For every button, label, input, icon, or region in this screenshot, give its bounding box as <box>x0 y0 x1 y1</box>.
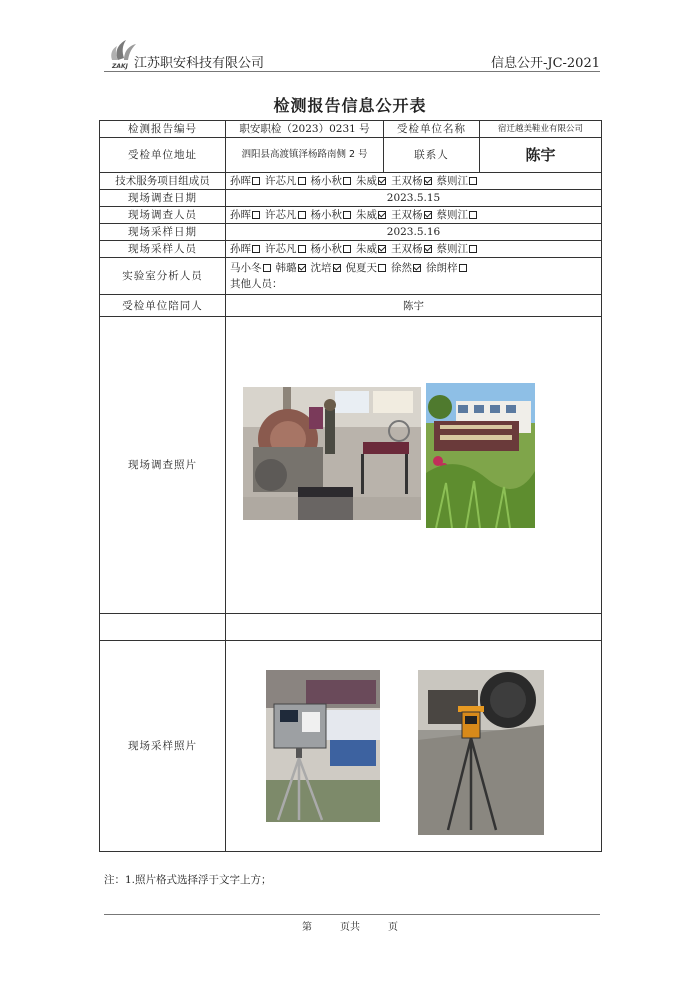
unchecked-checkbox-icon[interactable] <box>459 264 467 272</box>
row-team <box>100 173 602 190</box>
survey-photo-label: 现场调查照片 <box>100 317 226 614</box>
staff-name: 朱威 <box>356 209 377 221</box>
staff-name: 孙晖 <box>230 209 251 221</box>
page-title: 检测报告信息公开表 <box>273 96 427 115</box>
staff-name: 王双杨 <box>391 243 423 255</box>
row-address <box>100 138 602 173</box>
staff-member <box>265 209 309 221</box>
staff-member <box>265 243 309 255</box>
row-sample-date <box>100 224 602 241</box>
checked-checkbox-icon[interactable] <box>413 264 421 272</box>
unchecked-checkbox-icon[interactable] <box>469 245 477 253</box>
report-info-table <box>99 120 602 852</box>
sample-staff-members <box>226 241 602 258</box>
staff-name: 蔡则江 <box>436 243 468 255</box>
footer-divider <box>104 914 600 915</box>
staff-member <box>276 262 309 274</box>
document-code: 信息公开-JC-2021 <box>490 56 600 71</box>
row-escort <box>100 295 602 317</box>
lab-staff-members <box>230 260 597 276</box>
sample-photo-label: 现场采样照片 <box>100 641 226 852</box>
staff-name: 蔡则江 <box>436 209 468 221</box>
row-empty-spacer <box>100 614 602 641</box>
survey-photo-exterior <box>426 383 535 528</box>
unchecked-checkbox-icon[interactable] <box>298 245 306 253</box>
survey-date-value: 2023.5.15 <box>226 190 602 207</box>
staff-name: 朱威 <box>356 175 377 187</box>
staff-name: 孙晖 <box>230 175 251 187</box>
page-number <box>0 918 700 933</box>
staff-name: 朱威 <box>356 243 377 255</box>
staff-name: 沈培 <box>310 262 332 274</box>
staff-member <box>265 175 309 187</box>
staff-name: 韩璐 <box>275 262 297 274</box>
empty-value-cell <box>226 614 602 641</box>
staff-member <box>391 175 435 187</box>
sample-photo-machine <box>418 670 544 835</box>
staff-name: 杨小秋 <box>310 209 342 221</box>
lab-staff-cell <box>226 258 602 295</box>
staff-member <box>346 262 390 274</box>
footnote: 注：1.照片格式选择浮于文字上方； <box>104 874 272 886</box>
row-survey-date <box>100 190 602 207</box>
checked-checkbox-icon[interactable] <box>424 211 432 219</box>
sample-date-label: 现场采样日期 <box>100 224 226 241</box>
team-members <box>226 173 602 190</box>
address-label: 受检单位地址 <box>100 138 226 173</box>
staff-name: 杨小秋 <box>310 175 342 187</box>
checked-checkbox-icon[interactable] <box>333 264 341 272</box>
staff-member <box>311 243 355 255</box>
row-sample-staff <box>100 241 602 258</box>
staff-name: 许芯凡 <box>265 243 297 255</box>
escort-label: 受检单位陪同人 <box>100 295 226 317</box>
staff-member <box>311 175 355 187</box>
row-sample-photos <box>100 641 602 852</box>
company-name: 江苏职安科技有限公司 <box>134 56 265 71</box>
unchecked-checkbox-icon[interactable] <box>252 211 260 219</box>
sample-photo-cell <box>226 641 602 852</box>
unchecked-checkbox-icon[interactable] <box>298 211 306 219</box>
svg-text:ZAKJ: ZAKJ <box>112 63 128 70</box>
lab-other-staff: 其他人员： <box>230 278 283 290</box>
staff-member <box>230 175 263 187</box>
page-number-prefix: 第 <box>302 922 312 933</box>
unchecked-checkbox-icon[interactable] <box>343 211 351 219</box>
unchecked-checkbox-icon[interactable] <box>343 245 351 253</box>
report-number-label: 检测报告编号 <box>100 121 226 138</box>
unchecked-checkbox-icon[interactable] <box>263 264 271 272</box>
report-number-value: 职安职检（2023）0231 号 <box>226 121 384 138</box>
address-value: 泗阳县高渡镇泽杨路南侧 2 号 <box>226 138 384 173</box>
empty-label-cell <box>100 614 226 641</box>
staff-member <box>391 243 435 255</box>
staff-member <box>230 243 263 255</box>
checked-checkbox-icon[interactable] <box>424 177 432 185</box>
unchecked-checkbox-icon[interactable] <box>252 245 260 253</box>
checked-checkbox-icon[interactable] <box>378 211 386 219</box>
sample-date-value: 2023.5.16 <box>226 224 602 241</box>
staff-name: 倪夏天 <box>345 262 377 274</box>
survey-photo-workshop <box>243 387 421 520</box>
lab-staff-label: 实验室分析人员 <box>100 258 226 295</box>
unchecked-checkbox-icon[interactable] <box>378 264 386 272</box>
staff-member <box>230 209 263 221</box>
sample-staff-label: 现场采样人员 <box>100 241 226 258</box>
page-number-suffix: 页 <box>388 922 398 933</box>
contact-value: 陈宇 <box>480 138 602 173</box>
staff-member <box>391 262 424 274</box>
staff-member <box>437 209 481 221</box>
staff-member <box>391 209 435 221</box>
staff-member <box>230 262 274 274</box>
unchecked-checkbox-icon[interactable] <box>469 177 477 185</box>
survey-date-label: 现场调查日期 <box>100 190 226 207</box>
staff-name: 徐然 <box>391 262 412 274</box>
checked-checkbox-icon[interactable] <box>378 245 386 253</box>
staff-member <box>437 243 481 255</box>
contact-label: 联系人 <box>384 138 480 173</box>
team-label: 技术服务项目组成员 <box>100 173 226 190</box>
staff-name: 徐朗梓 <box>426 262 458 274</box>
staff-name: 蔡则江 <box>436 175 468 187</box>
staff-member <box>311 209 355 221</box>
staff-name: 王双杨 <box>391 175 423 187</box>
escort-value: 陈宇 <box>226 295 602 317</box>
staff-name: 杨小秋 <box>310 243 342 255</box>
client-name-label: 受检单位名称 <box>384 121 480 138</box>
unchecked-checkbox-icon[interactable] <box>298 177 306 185</box>
header-divider <box>104 71 600 72</box>
sample-photo-indoor <box>266 670 380 822</box>
staff-member <box>356 175 389 187</box>
staff-name: 王双杨 <box>391 209 423 221</box>
staff-member <box>311 262 344 274</box>
staff-name: 许芯凡 <box>265 175 297 187</box>
checked-checkbox-icon[interactable] <box>424 245 432 253</box>
staff-member <box>437 175 481 187</box>
checked-checkbox-icon[interactable] <box>298 264 306 272</box>
unchecked-checkbox-icon[interactable] <box>469 211 477 219</box>
staff-member <box>356 209 389 221</box>
staff-name: 许芯凡 <box>265 209 297 221</box>
row-lab-staff <box>100 258 602 295</box>
row-survey-staff <box>100 207 602 224</box>
row-report-number <box>100 121 602 138</box>
staff-member <box>426 262 470 274</box>
staff-name: 马小冬 <box>230 262 262 274</box>
page-header <box>104 34 600 70</box>
survey-staff-members <box>226 207 602 224</box>
unchecked-checkbox-icon[interactable] <box>343 177 351 185</box>
row-survey-photos <box>100 317 602 614</box>
checked-checkbox-icon[interactable] <box>378 177 386 185</box>
staff-member <box>356 243 389 255</box>
staff-name: 孙晖 <box>230 243 251 255</box>
page-number-middle: 页共 <box>340 922 360 933</box>
unchecked-checkbox-icon[interactable] <box>252 177 260 185</box>
survey-staff-label: 现场调查人员 <box>100 207 226 224</box>
client-name-value: 宿迁越美鞋业有限公司 <box>480 121 602 138</box>
survey-photo-cell <box>226 317 602 614</box>
